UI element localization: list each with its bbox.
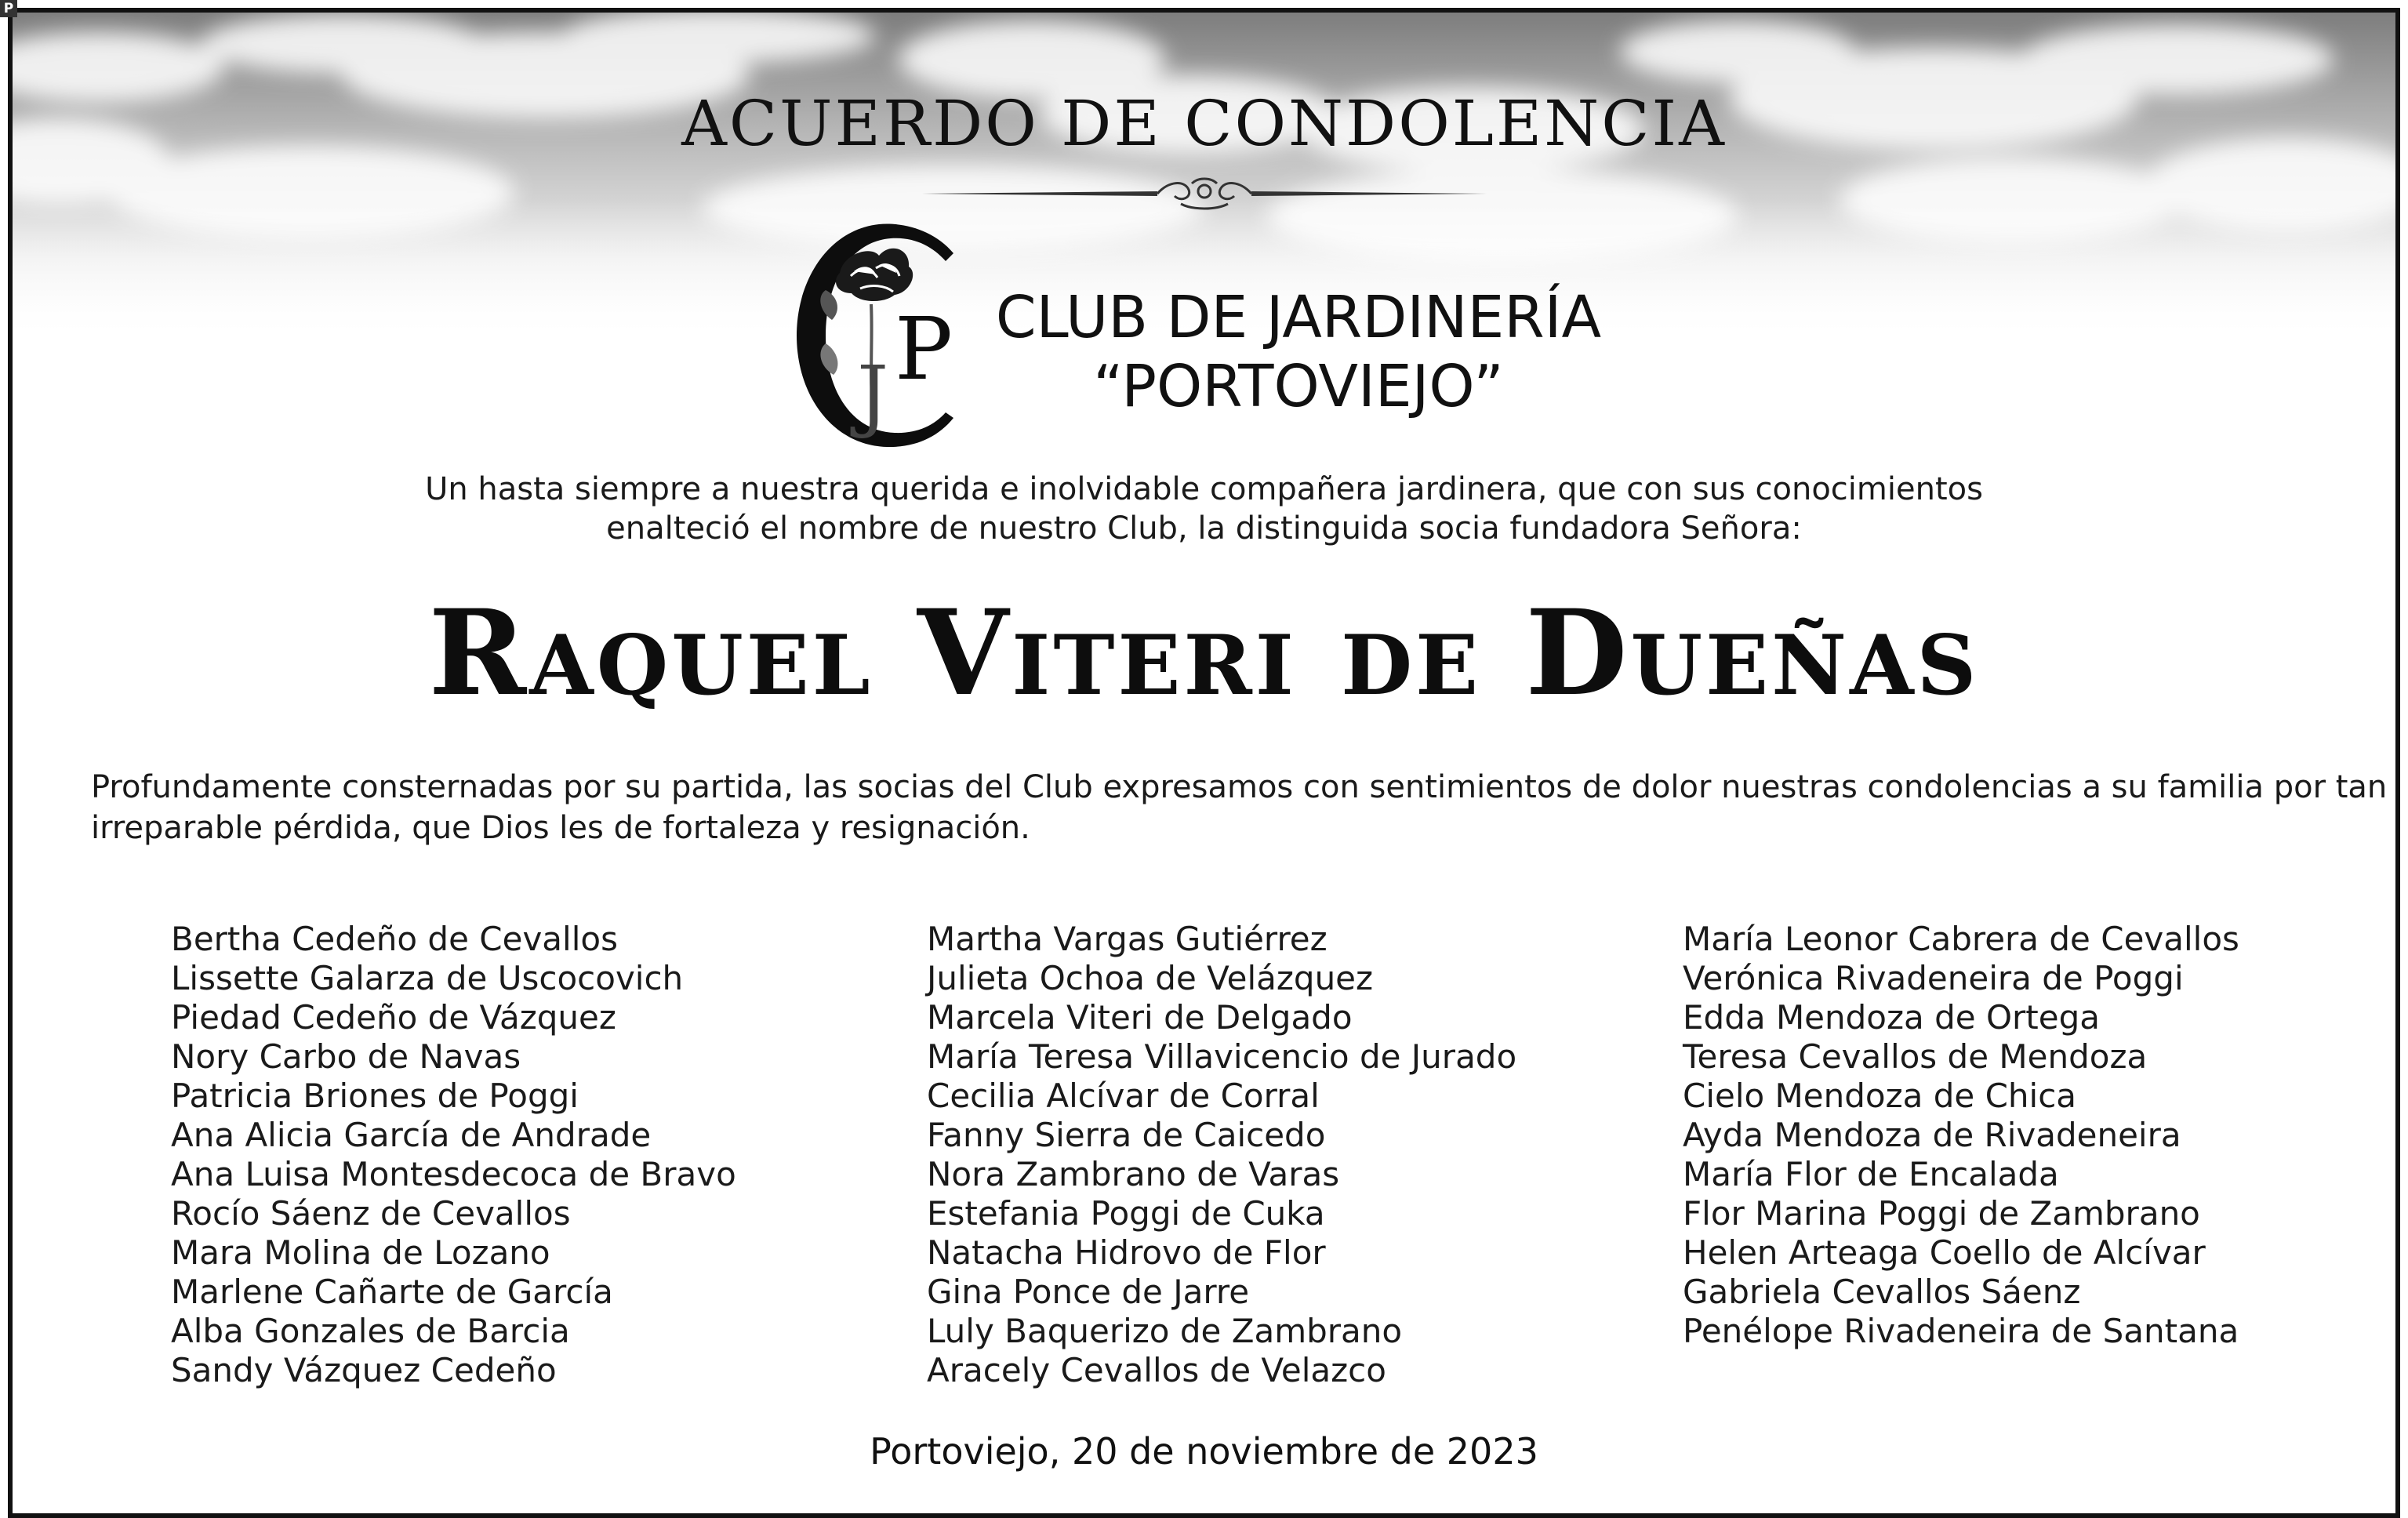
- signatory-name: Marlene Cañarte de García: [171, 1273, 613, 1311]
- signatory-name: Flor Marina Poggi de Zambrano: [1683, 1194, 2200, 1233]
- signatory-name: Gabriela Cevallos Sáenz: [1683, 1273, 2081, 1311]
- signatory-name: Gina Ponce de Jarre: [927, 1273, 1250, 1311]
- club-name: [938, 283, 1659, 421]
- signatory-name: Natacha Hidrovo de Flor: [927, 1233, 1326, 1272]
- svg-text:P: P: [895, 299, 953, 399]
- signatory-name: Luly Baquerizo de Zambrano: [927, 1312, 1403, 1350]
- signatory-name: Martha Vargas Gutiérrez: [927, 920, 1327, 958]
- message-line-2: irreparable pérdida, que Dios les de fortaleza y resignación.: [91, 810, 1030, 846]
- signatory-name: Fanny Sierra de Caicedo: [927, 1116, 1326, 1154]
- place-and-date: Portoviejo, 20 de noviembre de 2023: [870, 1430, 1538, 1473]
- signatory-name: María Teresa Villavicencio de Jurado: [927, 1037, 1517, 1076]
- signatory-name: Alba Gonzales de Barcia: [171, 1312, 570, 1350]
- signatory-name: Ayda Mendoza de Rivadeneira: [1683, 1116, 2181, 1154]
- signatories-column-1: [171, 920, 736, 1390]
- signatory-name: Verónica Rivadeneira de Poggi: [1683, 959, 2184, 997]
- signatory-name: María Leonor Cabrera de Cevallos: [1683, 920, 2239, 958]
- deceased-name: Raquel Viteri de Dueñas: [428, 584, 1980, 722]
- signatory-name: Teresa Cevallos de Mendoza: [1683, 1037, 2148, 1076]
- signatories-column-2: [927, 920, 1516, 1390]
- club-name-line-1: CLUB DE JARDINERÍA: [995, 284, 1602, 351]
- signatory-name: Edda Mendoza de Ortega: [1683, 998, 2101, 1037]
- notice-frame: [8, 8, 2400, 1518]
- signatory-name: Penélope Rivadeneira de Santana: [1683, 1312, 2239, 1350]
- intro-line-2: enalteció el nombre de nuestro Club, la distinguida socia fundadora Señora:: [606, 510, 1802, 547]
- notice-heading: ACUERDO DE CONDOLENCIA: [681, 87, 1727, 160]
- intro-line-1: Un hasta siempre a nuestra querida e inolvidable compañera jardinera, que con sus conocimientos: [425, 471, 1983, 507]
- publisher-mark: P: [0, 0, 17, 17]
- signatory-name: Estefania Poggi de Cuka: [927, 1194, 1325, 1233]
- signatory-name: Cecilia Alcívar de Corral: [927, 1077, 1320, 1115]
- signatory-name: María Flor de Encalada: [1683, 1155, 2059, 1193]
- signatory-name: Julieta Ochoa de Velázquez: [927, 959, 1374, 997]
- signatory-name: Rocío Sáenz de Cevallos: [171, 1194, 571, 1233]
- signatory-name: Aracely Cevallos de Velazco: [927, 1351, 1386, 1389]
- signatory-name: Helen Arteaga Coello de Alcívar: [1683, 1233, 2206, 1272]
- signatory-name: Nora Zambrano de Varas: [927, 1155, 1340, 1193]
- signatories-column-3: [1683, 920, 2239, 1351]
- condolence-message: [91, 767, 2388, 848]
- signatory-name: Cielo Mendoza de Chica: [1683, 1077, 2077, 1115]
- message-line-1: Profundamente consternadas por su partida, las socias del Club expresamos con sentimientos de dolor nuestras condolencias a su familia por tan: [91, 769, 2388, 805]
- signatory-name: Lissette Galarza de Uscocovich: [171, 959, 684, 997]
- signatory-name: Sandy Vázquez Cedeño: [171, 1351, 557, 1389]
- signatory-name: Bertha Cedeño de Cevallos: [171, 920, 618, 958]
- signatory-name: Piedad Cedeño de Vázquez: [171, 998, 616, 1037]
- svg-text:J: J: [857, 349, 889, 441]
- signatory-name: Marcela Viteri de Delgado: [927, 998, 1353, 1037]
- intro-paragraph: [13, 470, 2395, 548]
- signatory-name: Nory Carbo de Navas: [171, 1037, 521, 1076]
- signatory-name: Mara Molina de Lozano: [171, 1233, 550, 1272]
- club-name-line-2: “PORTOVIEJO”: [1093, 353, 1504, 420]
- ornament-divider-icon: [922, 174, 1487, 213]
- signatory-name: Ana Alicia García de Andrade: [171, 1116, 652, 1154]
- signatory-name: Ana Luisa Montesdecoca de Bravo: [171, 1155, 736, 1193]
- signatory-name: Patricia Briones de Poggi: [171, 1077, 579, 1115]
